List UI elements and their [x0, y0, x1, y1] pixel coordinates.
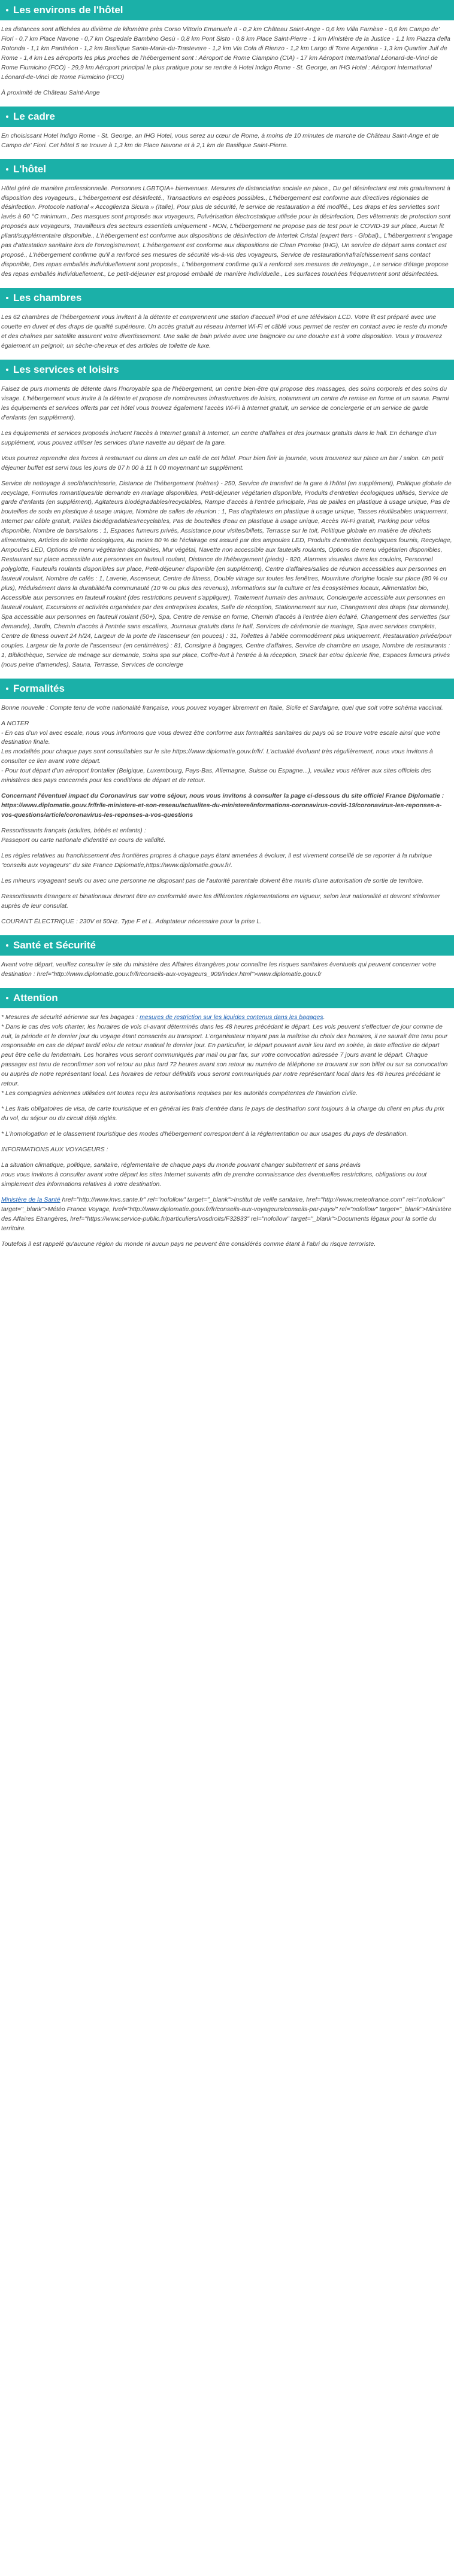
restriction-liquids-link[interactable]: mesures de restriction sur les liquides contenus dans les bagages	[140, 1013, 323, 1021]
section-loisirs	[0, 360, 454, 679]
section-title: Les environs de l'hôtel	[0, 0, 454, 20]
paragraph: Vous pourrez reprendre des forces à restaurant ou dans un des un café de cet hôtel. Pour bien finir la journée, vous trouverez sur place un bar / salon. Un petit déjeuner buffet est servi tous les jours de 07 h 00 à 11 h 00 moyennant un supplément.	[1, 454, 444, 472]
paragraph: Les équipements et services proposés incluent l'accès à Internet gratuit à Internet, un centre d'affaires et des journaux gratuits dans le hall. En échange d'un supplément, vous pouvez utiliser les services d'une navette au départ de la gare.	[1, 429, 437, 446]
bullet-icon	[6, 688, 8, 690]
section-hotel	[0, 159, 454, 288]
section-body	[0, 20, 454, 107]
paragraph: En choisissant Hotel Indigo Rome - St. George, an IHG Hotel, vous serez au cœur de Rome, à moins de 10 minutes de marche de Château Saint-Ange et de Campo de' Fiori. Cet hôtel 5 se trouve à 1,3 km de Place Navone et à 2,1 km de Basilique Saint-Pierre.	[1, 132, 439, 149]
paragraph: Faisez de purs moments de détente dans l'incroyable spa de l'hébergement, un centre bien-être qui propose des massages, des soins corporels et des soins du visage. L'hébergement vous invite à la détente et propose de nombreuses infrastructures de loisirs, notamment un centre de remise en forme et un sauna. Parmi les équipements et services offerts par cet hôtel vous trouvez également l'accès Wi-Fi à Internet gratuit, un service de conciergerie et un service de garde d'enfants (en supplément).	[1, 385, 449, 421]
paragraph: INFORMATIONS AUX VOYAGEURS :	[1, 1146, 108, 1154]
paragraph: Les mineurs voyageant seuls ou avec une personne ne disposant pas de l'autorité parentale doivent être munis d'une autorisation de sortie de territoire.	[1, 877, 424, 884]
section-title: Les chambres	[0, 288, 454, 308]
section-environs	[0, 0, 454, 107]
paragraph: Les règles relatives au franchissement des frontières propres à chaque pays étant amenées à évoluer, il est vivement conseillé de se reporter à la rubrique "conseils aux voyageurs" du site France Diplomatie,https://www.diplomatie.gouv.fr/.	[1, 852, 432, 869]
section-sante	[0, 935, 454, 988]
paragraph: Ressortissants étrangers et binationaux devront être en conformité avec les différentes réglementations en vigueur, selon leur nationalité et devront s'informer auprès de leur consulat.	[1, 892, 440, 910]
section-chambres	[0, 288, 454, 360]
section-body	[0, 180, 454, 288]
section-body	[0, 956, 454, 988]
paragraph: Service de nettoyage à sec/blanchisserie, Distance de l'hébergement (mètres) - 250, Service de transfert de la gare à l'hôtel (en supplément), Politique globale de recyclage, Formules romantiques/de demande en mariage disponibles, Petit-déjeuner végétarien disponible, Produits d'entretien écologiques utilisés, Service de garde d'enfants (en supplément), Agitateurs biodégradables/recyclables, Rampe d'accès à l'entrée principale, Pas de pailles en plastique à usage unique, Pas de bouteilles de soda en plastique à usage unique, Nombre de salles de réunion : 1, Pas d'agitateurs en plastique à usage unique, Tasses réutilisables uniquement, Internet par câble gratuit, Pailles biodégradables/recyclables, Pas de bouteilles d'eau en plastique à usage unique, Accès Wi-Fi gratuit, Parking pour vélos disponible, Nombre de bars/salons : 1, Espaces fumeurs privés, Assistance pour visites/billets, Terrasse sur le toit, Politique globale en matière de déchets alimentaires, Articles de toilette écologiques, Au moins 80 % de l'éclairage est assuré par des ampoules LED, Produits d'entretien écologiques fournis, Recyclage, Ampoules LED, Options de menu végétarien disponibles, Mur végétal, Navette non accessible aux fauteuils roulants, Options de menu végétarien disponibles, Restaurant sur place accessible aux personnes en fauteuil roulant, Distance de l'hébergement (pieds) - 820, Alarmes visuelles dans les couloirs, Personnel polyglotte, Fauteuils roulants disponibles sur place, Petit-déjeuner disponible (en supplément), Centre d'affaires/salles de réunion accessibles aux personnes en fauteuil roulant, Nombre de cafés : 1, Laverie, Ascenseur, Centre de fitness, Double vitrage sur toutes les fenêtres, Nourriture d'origine locale sur place (80 % ou plus), Réduisément dans la durabilité/la communauté (10 % ou plus des revenus), Informations sur la culture et les écosystèmes locaux, Alimentation bio, Accessible aux personnes en fauteuil roulant (des restrictions peuvent s'appliquer), Traitement humain des animaux, Conciergerie accessible aux personnes en fauteuil roulant, Excursions et activités organisées par des entreprises locales, Salle de réception, Stationnement sur rue, Changement des draps (sur demande), Spa accessible aux personnes en fauteuil roulant (50+), Spa, Centre de remise en forme, Chemin d'accès à l'entrée bien éclairé, Changement des serviettes (sur demande), Jardin, Chemin d'accès à l'entrée sans escaliers, Journaux gratuits dans le hall, Services de cérémonie de mariage, Spa avec services complets, Centre de fitness ouvert 24 h/24, Largeur de la porte de l'ascenseur (en pouces) : 31, Toilettes à l'ablée commodément plus uniquement, Restauration privée/pour couples. Largeur de la porte de l'ascenseur (en centimètres) : 81, Consigne à bagages, Centre d'affaires, Service de chambre en usage, Nombre de restaurants : 1, Bibliothèque, Service de ménage sur demande, Soins spa sur place, Coffre-fort à l'entrée à la réception, Snack bar et/ou épicerie fine, Espaces fumeurs privés (nous peine d'amendes), Sauna, Terrasse, Services de concierge	[1, 479, 452, 668]
paragraph: Avant votre départ, veuillez consulter le site du ministère des Affaires étrangères pour connaître les risques sanitaires éventuels qui peuvent concerner votre destination : href="http://www.diplomatie.gouv.fr/fr/conseils-aux-voyageurs_909/index.html">www.diplomatie.gouv.fr	[1, 960, 437, 978]
section-body	[0, 1008, 454, 1258]
section-title: Les services et loisirs	[0, 360, 454, 380]
section-title: Le cadre	[0, 107, 454, 127]
section-cadre	[0, 107, 454, 159]
bullet-icon	[6, 115, 8, 118]
section-title: L'hôtel	[0, 159, 454, 180]
section-body	[0, 380, 454, 679]
paragraph: * Mesures de sécurité aérienne sur les bagages : mesures de restriction sur les liquides contenus dans les bagages. * Dans le cas des vols charter, les horaires de vols ci-avant déterminés dans les 48 heures précédant le départ. Les vols peuvent s'effectuer de jour comme de nuit, la période et le dernier jour du voyage étant consacrés au transport. L'organisateur n'ayant pas la maîtrise du choix des horaires, il ne saurait être tenu pour responsable en cas de départ tardif et/ou de retour matinal le dernier jour. En particulier, le départ pouvant avoir lieu tard en soirée, la date effective de départ peut être celle du lendemain. Les horaires vous seront communiqués par mail ou par fax, sur votre convocation adressée 7 jours avant le départ. Chaque passager est tenu de reconfirmer son vol retour au plus tard 72 heures avant son retour au numéro de téléphone se trouvant sur son billet ou sur sa convocation ou auprès de notre représentant local. Les horaires de retour définitifs vous seront communiqués par notre représentant local dans les 48 heures précédant le retour. * Les compagnies aériennes utilisées ont toutes reçu les autorisations requises par les autorités compétentes de l'aviation civile.	[1, 1013, 448, 1097]
section-body	[0, 699, 454, 935]
paragraph: Les distances sont affichées au dixième de kilomètre près Corso Vittorio Emanuele II - 0,2 km Château Saint-Ange - 0,6 km Villa Farnèse - 0,6 km Campo de' Fiori - 0,7 km Place Navone - 0,7 km Ospedale Bambino Gesù - 0,8 km Pont Sisto - 0,8 km Place Saint-Pierre - 1 km Ministère de la Justice - 1,1 km Piazza della Rotonda - 1,1 km Panthéon - 1,2 km Basilique Santa-Maria-du-Trastevere - 1,2 km Via Cola di Rienzo - 1,2 km Largo di Torre Argentina - 1,3 km Quartier Juif de Rome - 1,4 km Les aéroports les plus proches de l'hébergement sont : Aéroport de Rome Ciampino (CIA) - 17 km Aéroport International Léonard-de-Vinci de Rome Fiumicino (FCO) - 29,9 km Aéroport principal le plus pratique pour se rendre à Hotel Indigo Rome - St. George, an IHG Hotel : Aéroport international Léonard-de-Vinci de Rome Fiumicino (FCO)	[1, 26, 450, 81]
paragraph: Toutefois il est rappelé qu'aucune région du monde ni aucun pays ne peuvent être considérés comme étant à l'abri du risque terroriste.	[1, 1240, 376, 1248]
page	[0, 0, 454, 1258]
bullet-icon	[6, 297, 8, 299]
paragraph: Bonne nouvelle : Compte tenu de votre nationalité française, vous pouvez voyager librement en Italie, Sicile et Sardaigne, quel que soit votre schéma vaccinal.	[1, 704, 443, 711]
bullet-icon	[6, 168, 8, 171]
bullet-icon	[6, 997, 8, 999]
paragraph: Les 62 chambres de l'hébergement vous invitent à la détente et comprennent une station d'accueil iPod et une télévision LCD. Votre lit est préparé avec une couette en duvet et des draps de qualité supérieure. Un accès gratuit au réseau Internet Wi-Fi et câblé vous permet de rester en contact avec le reste du monde et des chaînes par satellite assurent votre divertissement. Une salle de bain privée avec une baignoire ou une douche est à votre disposition. Vous y trouverez également un peignoir, un sèche-cheveux et des articles de toilette de luxe.	[1, 314, 447, 349]
paragraph: Hôtel géré de manière professionnelle. Personnes LGBTQIA+ bienvenues. Mesures de distanciation sociale en place., Du gel désinfectant est mis gratuitement à disposition des voyageurs., L'hébergement est désinfecté., Transactions en espèces possibles., L'hébergement est conforme aux directives régionales de désinfection. Protocole national « Accoglienza Sicura » (Italie), Pour plus de sécurité, le service de restauration a été modifié., Les draps et les serviettes sont lavés à 60 °C minimum., Des masques sont proposés aux voyageurs, Pulvérisation électrostatique utilisée pour la désinfection, Des vêtements de protection sont proposés aux voyageurs, Travailleurs des secteurs essentiels uniquement - NON, L'hébergement ne propose pas de test pour le COVID-19 sur place, Aucun lit pliant/supplémentaire disponible., L'hébergement est conforme aux dispositions de désinfection de Intertek Cristal (expert tiers - Global)., L'hébergement s'engage pas d'attestation sanitaire lors de l'enregistrement, L'hébergement est conforme aux dispositions de Clean Promise (IHG), Un service de départ sans contact est proposé., L'hébergement confirme qu'il a renforcé ses mesures de sécurité vis-à-vis des voyageurs, Service de restauration/rafraîchissement sans contact disponible, Des repas emballés individuellement sont proposés., L'hébergement confirme qu'il a renforcé ses mesures de nettoyage., Le service d'étage propose des repas emballés individuellement., Le petit-déjeuner est proposé emballé de manière individuelle., Les surfaces touchées fréquemment sont désinfectées.	[1, 184, 453, 278]
paragraph: À proximité de Château Saint-Ange	[1, 89, 100, 96]
paragraph: * Les frais obligatoires de visa, de carte touristique et en général les frais d'entrée dans le pays de destination sont toujours à la charge du client en plus du prix du vol, du séjour ou du circuit déjà réglés.	[1, 1105, 444, 1123]
ministere-sante-link[interactable]: Ministère de la Santé	[1, 1196, 60, 1203]
section-body	[0, 127, 454, 159]
bullet-icon	[6, 369, 8, 371]
section-title: Formalités	[0, 679, 454, 699]
section-attention	[0, 988, 454, 1258]
section-body	[0, 308, 454, 360]
section-title: Attention	[0, 988, 454, 1008]
paragraph: Concernant l'éventuel impact du Coronavirus sur votre séjour, nous vous invitons à consulter la page ci-dessous du site officiel France Diplomatie : https://www.diplomatie.gouv.fr/fr/le-ministere-et-son-reseau/actualites-du-ministere/informations-coronavirus-covid-19/coronavirus-les-reponses-a-vos-questions/article/coronavirus-les-reponses-a-vos-questions	[1, 792, 444, 819]
paragraph: A NOTER - En cas d'un vol avec escale, nous vous informons que vous devrez être conforme aux formalités sanitaires du pays où se trouve votre escale ainsi que votre destination finale. Les modalités pour chaque pays sont consultables sur le site https://www.diplomatie.gouv.fr/fr/. L'actualité évoluant très régulièrement, nous vous invitons à consulter ce lien avant votre départ. - Pour tout départ d'un aéroport frontalier (Belgique, Luxembourg, Pays-Bas, Allemagne, Suisse ou Espagne...), veuillez vous référer aux sites officiels des ministères des pays concernés pour les conditions de départ et de retour.	[1, 719, 441, 784]
paragraph: Ressortissants français (adultes, bébés et enfants) : Passeport ou carte nationale d'identité en cours de validité.	[1, 827, 166, 844]
bullet-icon	[6, 944, 8, 947]
section-title: Santé et Sécurité	[0, 935, 454, 956]
paragraph: La situation climatique, politique, sanitaire, réglementaire de chaque pays du monde pouvant changer subitement et sans préavis nous vous invitons à consulter avant votre départ les sites Internet suivants afin de prendre connaissance des éventuelles restrictions, obligations ou tout simplement des informations relatives à votre destination.	[1, 1161, 427, 1188]
paragraph: COURANT ÉLECTRIQUE : 230V et 50Hz. Type F et L. Adaptateur nécessaire pour la prise L.	[1, 917, 262, 925]
paragraph: * L'homologation et le classement touristique des modes d'hébergement correspondent à la réglementation ou aux usages du pays de destination.	[1, 1130, 408, 1138]
section-formalites	[0, 679, 454, 935]
paragraph: Ministère de la Santé href="http://www.invs.sante.fr" rel="nofollow" target="_blank">Institut de veille sanitaire, href="http://www.meteofrance.com" rel="nofollow" target="_blank">Météo France Voyage, href="http://www.diplomatie.gouv.fr/fr/conseils-aux-voyageurs/conseils-par-pays/" rel="nofollow" target="_blank">Ministère des Affaires Etrangères, href="https://www.service-public.fr/particuliers/vosdroits/F32833" rel="nofollow" target="_blank">Documents légaux pour la sortie du territoire.	[1, 1196, 452, 1232]
bullet-icon	[6, 9, 8, 11]
